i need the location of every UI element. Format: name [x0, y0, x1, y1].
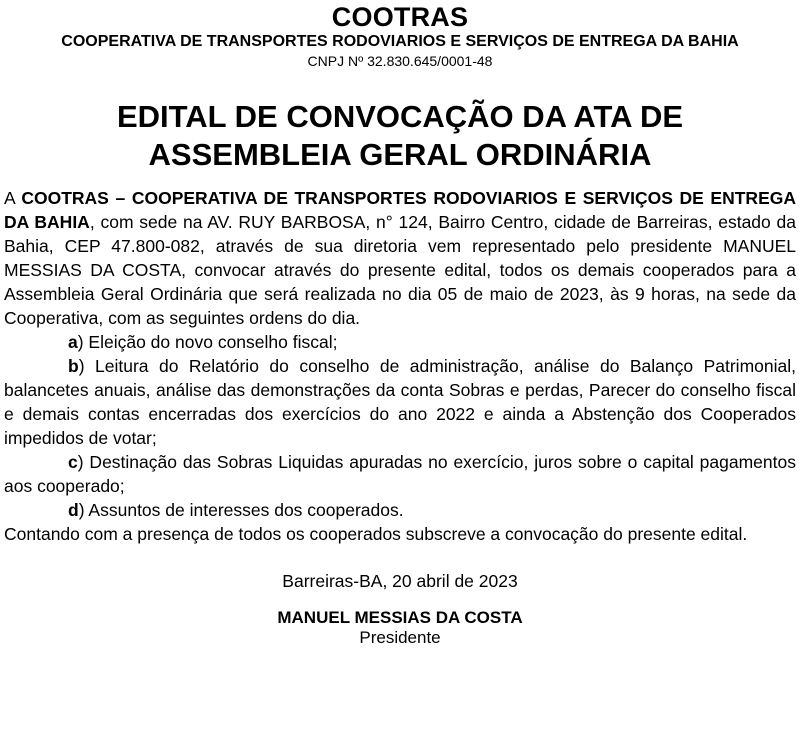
agenda-letter: c [68, 452, 78, 472]
agenda-letter: d [68, 500, 79, 520]
agenda-item-d [4, 498, 796, 522]
agenda-item-b [4, 354, 796, 450]
intro-org-name: COOTRAS – COOPERATIVA DE TRANSPORTES RODOVIARIOS E SERVIÇOS DE ENTREGA DA BAHIA [4, 188, 796, 232]
agenda-text: ) Assuntos de interesses dos cooperados. [78, 500, 404, 520]
intro-lead: A [4, 188, 22, 208]
closing-paragraph: Contando com a presença de todos os cooperados subscreve a convocação do presente edital. [4, 524, 748, 544]
title-line-2: ASSEMBLEIA GERAL ORDINÁRIA [148, 137, 652, 172]
document-body [0, 186, 800, 546]
document-title [0, 98, 800, 174]
signatory-name: MANUEL MESSIAS DA COSTA [277, 608, 523, 627]
title-line-1: EDITAL DE CONVOCAÇÃO DA ATA DE [116, 99, 684, 134]
agenda-letter: b [68, 356, 79, 376]
intro-text: , com sede na AV. RUY BARBOSA, n° 124, Bairro Centro, cidade de Barreiras, estado da Bahia, CEP 47.800-082, através de sua diretoria vem representado pelo presidente MANUEL MESSIAS DA COSTA, convocar através do presente edital, todos os demais cooperados para a Assembleia Geral Ordinária que será realizada no dia 05 de maio de 2023, às 9 horas, na sede da Cooperativa, com as seguintes ordens do dia. [4, 212, 797, 328]
agenda-text: ) Destinação das Sobras Liquidas apuradas no exercício, juros sobre o capital pagamentos aos cooperado; [4, 452, 796, 496]
agenda-item-a [4, 330, 796, 354]
place-date: Barreiras-BA, 20 abril de 2023 [282, 571, 518, 591]
agenda-letter: a [68, 332, 78, 352]
document-header [0, 0, 800, 70]
org-full-name: COOPERATIVA DE TRANSPORTES RODOVIARIOS E SERVIÇOS DE ENTREGA DA BAHIA [61, 33, 739, 50]
intro-paragraph [4, 186, 796, 330]
agenda-text: ) Leitura do Relatório do conselho de administração, análise do Balanço Patrimonial, balancetes anuais, análise das demonstrações da conta Sobras e perdas, Parecer do conselho fiscal e demais contas encerradas dos exercícios do ano 2022 e ainda a Abstenção dos Cooperados impedidos de votar; [4, 356, 796, 448]
cnpj: CNPJ Nº 32.830.645/0001-48 [307, 53, 493, 69]
agenda-text: ) Eleição do novo conselho fiscal; [77, 332, 338, 352]
agenda-item-c [4, 450, 796, 498]
org-name: COOTRAS [331, 2, 469, 32]
signatory-role: Presidente [359, 628, 441, 647]
